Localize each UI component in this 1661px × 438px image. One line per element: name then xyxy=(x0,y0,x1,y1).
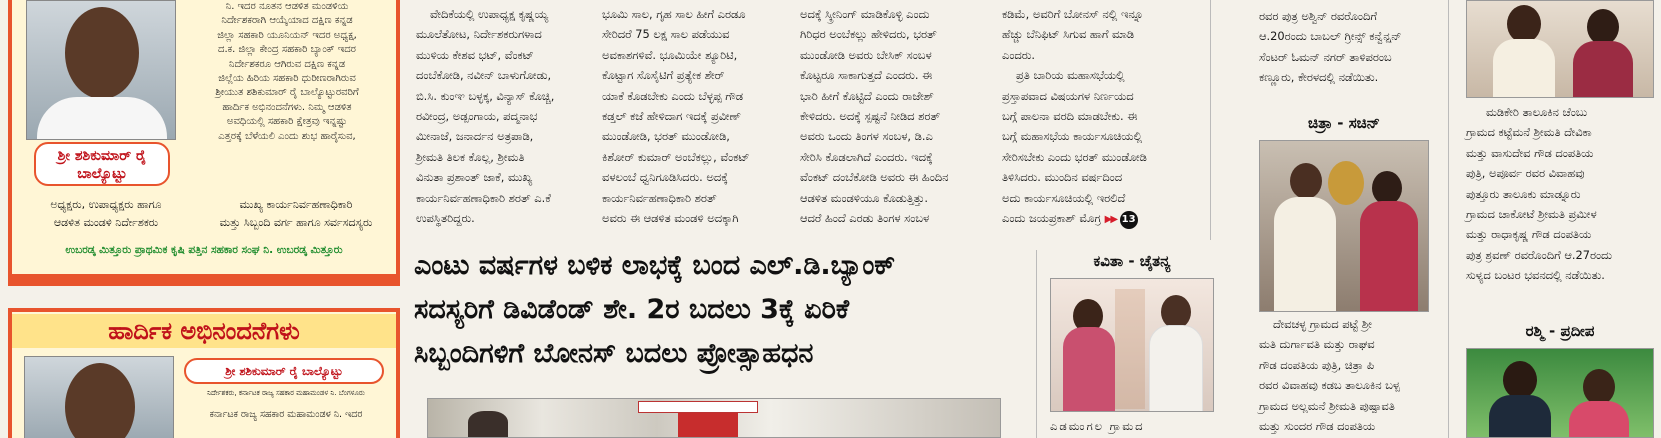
wedding-caption-right-2: ರಶ್ಮಿ - ಪ್ರದೀಪ xyxy=(1525,322,1595,340)
continued-page-badge: 13 xyxy=(1120,211,1138,229)
continue-arrow-icon: ▶▶ xyxy=(1104,214,1117,226)
wedding-photo-right-2 xyxy=(1466,348,1654,438)
wedding-photo-top-right xyxy=(1466,0,1654,98)
wedding-text-right-1: ದೇವಚಳ್ಳ ಗ್ರಾಮದ ಪಟ್ಟೆ ಶ್ರೀ ಮತಿ ದುರ್ಗಾವತಿ ಮತ್ತು ರಾಘವ ಗೌಡ ದಂಪತಿಯ ಪುತ್ರಿ, ಚಿತ್ರಾ ಪಿ ರವರ ವಿವಾಹವು ಕಡಬ ತಾಲೂಕಿನ ಬಳ್ಪ ಗ್ರಾಮದ ಅಲ್ಲಮನೆ ಶ್ರೀಮತಿ ಪುಷ್ಪಾವತಿ ಮತ್ತು ಸುಂದರ ಗೌಡ ದಂಪತಿಯ xyxy=(1259,317,1400,434)
society-name: ಉಬರಡ್ಕ ಮಿತ್ತೂರು ಪ್ರಾಥಮಿಕ ಕೃಷಿ ಪತ್ತಿನ ಸಹಕಾರ ಸಂಘ ನಿ. ಉಬರಡ್ಕ ಮಿತ್ತೂರು xyxy=(65,244,343,256)
congrats-ad-top xyxy=(8,0,400,286)
headline-line-1: ಎಂಟು ವರ್ಷಗಳ ಬಳಿಕ ಲಾಭಕ್ಕೆ ಬಂದ ಎಲ್.ಡಿ.ಬ್ಯಾಂಕ್ xyxy=(414,250,896,281)
article-column-3: ಅದಕ್ಕೆ ಸ್ಕ್ರೀನಿಂಗ್ ಮಾಡಿಕೊಳ್ಳಿ ಎಂದು ಗಿರಿಧರ ಅಂಬೆಕಲ್ಲು ಹೇಳಿದರು, ಭರತ್ ಮುಂಡೋಡಿ ಅವರು ಬೇಸಿಕ್ ಸಂಬಳ ಕೊಟ್ಟರೂ ಸಾಕಾಗುತ್ತದೆ ಎಂದರು. ಈ ಭಾರಿ ಹೀಗೆ ಕೊಟ್ಟಿದೆ ಎಂದು ರಾಜೇಶ್ ಕೇಳಿದರು. ಅದಕ್ಕೆ ಸ್ಪಷ್ಟನೆ ನೀಡಿದ ಶರತ್ ಅವರು ಒಂದು ತಿಂಗಳ ಸಂಬಳ, ಡಿ.ಎ ಸೇರಿಸಿ ಕೊಡಲಾಗಿದೆ ಎಂದರು. ಇದಕ್ಕೆ ವೆಂಕಟ್ ದಂಬೆಕೋಡಿ ಅವರು ಈ ಹಿಂದಿನ ಆಡಳಿತ ಮಂಡಳಿಯೂ ಕೊಡುತ್ತಿತ್ತು. ಆದರೆ ಹಿಂದೆ ಎರಡು ತಿಂಗಳ ಸಂಬಳ xyxy=(800,7,949,226)
ad-top-sign-right: ಮುಖ್ಯ ಕಾರ್ಯನಿರ್ವಹಣಾಧಿಕಾರಿ ಮತ್ತು ಸಿಬ್ಬಂದಿ ವರ್ಗ ಹಾಗೂ ಸರ್ವಸದಸ್ಯರು xyxy=(219,198,373,229)
ad-bottom-name: ಶ್ರೀ ಶಶಿಕುಮಾರ್ ರೈ ಬಾಲ್ಯೊಟ್ಟು xyxy=(184,358,384,384)
ad-bottom-title: ಹಾರ್ದಿಕ ಅಭಿನಂದನೆಗಳು xyxy=(12,314,396,348)
ad-top-sign-left: ಅಧ್ಯಕ್ಷರು, ಉಪಾಧ್ಯಕ್ಷರು ಹಾಗೂ ಆಡಳಿತ ಮಂಡಳಿ ನಿರ್ದೇಶಕರು xyxy=(50,198,162,229)
ad-bottom-subtitle: ನಿರ್ದೇಶಕರು, ಕರ್ನಾಟಕ ರಾಜ್ಯ ಸಹಕಾರ ಮಹಾಮಂಡಳ ನಿ. ಬೆಂಗಳೂರು xyxy=(207,389,365,397)
wedding-photo-right-1 xyxy=(1259,140,1429,312)
wedding-caption-right-1: ಚಿತ್ರಾ - ಸಚಿನ್ xyxy=(1308,114,1380,132)
wedding-caption-mid: ಕವಿತಾ - ಚೈತನ್ಯ xyxy=(1093,252,1171,270)
meeting-photo xyxy=(427,398,1001,438)
article-column-2: ಭೂಮಿ ಸಾಲ, ಗೃಹ ಸಾಲ ಹೀಗೆ ಎರಡೂ ಸೇರಿದರೆ 75 ಲಕ್ಷ ಸಾಲ ಪಡೆಯುವ ಅವಕಾಶಗಳಿವೆ. ಭೂಮಿಯೇ ಶ್ಯೂರಿಟಿ, ಕೊಟ್ಟಾಗ ಸೊಸೈಟಿಗೆ ಪ್ರತ್ಯೇಕ ಶೇರ್ ಯಾಕೆ ಕೊಡಬೇಕು ಎಂದು ಬೆಳ್ಳಪ್ಪ ಗೌಡ ಕಡ್ತಲ್ ಕಜೆ ಹೇಳಿದಾಗ ಇದಕ್ಕೆ ಪ್ರವೀಣ್ ಮುಂಡೋಡಿ, ಭರತ್ ಮುಂಡೋಡಿ, ಕಿಶೋರ್ ಕುಮಾರ್ ಅಂಬೆಕಲ್ಲು, ವೆಂಕಟ್ ವಳಲಂಬೆ ಧ್ವನಿಗೂಡಿಸಿದರು. ಅದಕ್ಕೆ ಕಾರ್ಯನಿರ್ವಹಣಾಧಿಕಾರಿ ಶರತ್ ಅವರು ಈ ಆಡಳಿತ ಮಂಡಳಿ ಅದಕ್ಕಾಗಿ xyxy=(602,7,750,226)
article-column-1: ವೇದಿಕೆಯಲ್ಲಿ ಉಪಾಧ್ಯಕ್ಷ ಕೃಷ್ಣಯ್ಯ ಮೂಲೆತೋಟ, ನಿರ್ದೇಶಕರುಗಳಾದ ಮುಳಿಯ ಕೇಶವ ಭಟ್, ವೆಂಕಟ್ ದಂಬೆಕೋಡಿ, ನವೀನ್ ಬಾಳುಗೋಡು, ಬಿ.ಸಿ. ಕುಂಞ ಬಳ್ಳಕ್ಕ, ವಿನ್ಯಾಸ್ ಕೊಚ್ಚಿ, ರವೀಂದ್ರ, ಅಡ್ಪಂಗಾಯ, ಪದ್ಮನಾಭ ಮೀನಾಜೆ, ಜನಾರ್ದನ ಅತ್ರಪಾಡಿ, ಶ್ರೀಮತಿ ತಿಲಕ ಕೊಲ್ಲ, ಶ್ರೀಮತಿ ವಿನುತಾ ಪ್ರಶಾಂತ್ ಜಾಕೆ, ಮುಖ್ಯ ಕಾರ್ಯನಿರ್ವಹಣಾಧಿಕಾರಿ ಶರತ್ ಎ.ಕೆ ಉಪಸ್ಥಿತರಿದ್ದರು. xyxy=(416,7,555,226)
name-badge: ಶ್ರೀ ಶಶಿಕುಮಾರ್ ರೈ ಬಾಲ್ಯೊಟ್ಟು xyxy=(34,142,170,186)
ad-top-text: ನಿ. ಇದರ ನೂತನ ಆಡಳಿತ ಮಂಡಳಿಯ ನಿರ್ದೇಶಕರಾಗಿ ಆಯ್ಕೆಯಾದ ದಕ್ಷಿಣ ಕನ್ನಡ ಜಿಲ್ಲಾ ಸಹಕಾರಿ ಯೂನಿಯನ್ ಇದರ ಅಧ್ಯಕ್ಷ, ದ.ಕ. ಜಿಲ್ಲಾ ಕೇಂದ್ರ ಸಹಕಾರಿ ಬ್ಯಾಂಕ್ ಇದರ ನಿರ್ದೇಶಕರೂ ಆಗಿರುವ ದಕ್ಷಿಣ ಕನ್ನಡ ಜಿಲ್ಲೆಯ ಹಿರಿಯ ಸಹಕಾರಿ ಧುರೀಣರಾಗಿರುವ ಶ್ರೀಯುತ ಶಶಿಕುಮಾರ್ ರೈ ಬಾಲ್ಯೊಟ್ಟುರವರಿಗೆ ಹಾರ್ದಿಕ ಅಭಿನಂದನೆಗಳು. ನಿಮ್ಮ ಆಡಳಿತ ಅವಧಿಯಲ್ಲಿ ಸಹಕಾರಿ ಕ್ಷೇತ್ರವು ಇನ್ನಷ್ಟು ಎತ್ತರಕ್ಕೆ ಬೆಳೆಯಲಿ ಎಂದು ಶುಭ ಹಾರೈಸುವ, xyxy=(215,1,359,142)
wedding-text-right-2: ಮಡಿಕೇರಿ ತಾಲೂಕಿನ ಚೆಂಬು ಗ್ರಾಮದ ಕಟ್ಟೆಮನೆ ಶ್ರೀಮತಿ ದೇವಿಕಾ ಮತ್ತು ವಾಸುದೇವ ಗೌಡ ದಂಪತಿಯ ಪುತ್ರಿ, ಅಪೂರ್ವ ರವರ ವಿವಾಹವು ಪುತ್ತೂರು ತಾಲೂಕು ಮಾಡ್ನೂರು ಗ್ರಾಮದ ಚಾಕೋಟೆ ಶ್ರೀಮತಿ ಪ್ರಮೀಳ ಮತ್ತು ರಾಧಾಕೃಷ್ಣ ಗೌಡ ದಂಪತಿಯ ಪುತ್ರ ಶ್ರವಣ್ ರವರೊಂದಿಗೆ ಆ.27ರಂದು ಸುಳ್ಯದ ಬಂಟರ ಭವನದಲ್ಲಿ ನಡೆಯಿತು. xyxy=(1466,105,1613,283)
wedding-text-mid: ಎಡಮಂಗಲ ಗ್ರಾಮದ xyxy=(1050,419,1145,433)
portrait-photo xyxy=(26,0,176,140)
portrait-photo-2 xyxy=(24,356,174,438)
wedding-photo-mid xyxy=(1050,278,1214,412)
headline-line-2: ಸದಸ್ಯರಿಗೆ ಡಿವಿಡೆಂಡ್ ಶೇ. 2ರ ಬದಲು 3ಕ್ಕೆ ಏರಿಕೆ xyxy=(414,294,850,325)
article-headline xyxy=(414,244,1022,376)
ad-bottom-body: ಕರ್ನಾಟಕ ರಾಜ್ಯ ಸಹಕಾರ ಮಹಾಮಂಡಳ ನಿ. ಇದರ xyxy=(209,409,363,420)
headline-line-3: ಸಿಬ್ಬಂದಿಗಳಿಗೆ ಬೋನಸ್ ಬದಲು ಪ್ರೋತ್ಸಾಹಧನ xyxy=(414,338,814,369)
congrats-ad-bottom xyxy=(8,308,400,438)
article-column-4: ಕಡಿಮೆ, ಅವರಿಗೆ ಬೋನಸ್ ನಲ್ಲಿ ಇನ್ನೂ ಹೆಚ್ಚು ಬೆನಿಫಿಟ್ ಸಿಗುವ ಹಾಗೆ ಮಾಡಿ ಎಂದರು. ಪ್ರತಿ ಬಾರಿಯ ಮಹಾಸಭೆಯಲ್ಲಿ ಪ್ರಸ್ತಾಪವಾದ ವಿಷಯಗಳ ನಿರ್ಣಯದ ಬಗ್ಗೆ ಪಾಲನಾ ವರದಿ ಮಾಡಬೇಕು. ಈ ಬಗ್ಗೆ ಮಹಾಸಭೆಯ ಕಾರ್ಯಸೂಚಿಯಲ್ಲಿ ಸೇರಿಸಬೇಕು ಎಂದು ಭರತ್ ಮುಂಡೋಡಿ ತಿಳಿಸಿದರು. ಮುಂದಿನ ವರ್ಷದಿಂದ ಅದು ಕಾರ್ಯಸೂಚಿಯಲ್ಲಿ ಇರಲಿದೆ ಎಂದು ಜಯಪ್ರಕಾಶ್ ಮೊಗ್ರ ▶▶ 13 xyxy=(1002,4,1202,230)
wedding-text-top-right: ರವರ ಪುತ್ರ ಅಶ್ವಿನ್ ರವರೊಂದಿಗೆ ಆ.20ರಂದು ಬಾಬಲ್ ಗ್ರೀನ್ಸ್ ಕನ್ವೆನ್ಷನ್ ಸೆಂಟರ್ ಓಮನ್ ನಗರ್ ತಾಳಿಪರಂಬ ಕಣ್ಣೂರು, ಕೇರಳದಲ್ಲಿ ನಡೆಯಿತು. xyxy=(1259,9,1402,85)
